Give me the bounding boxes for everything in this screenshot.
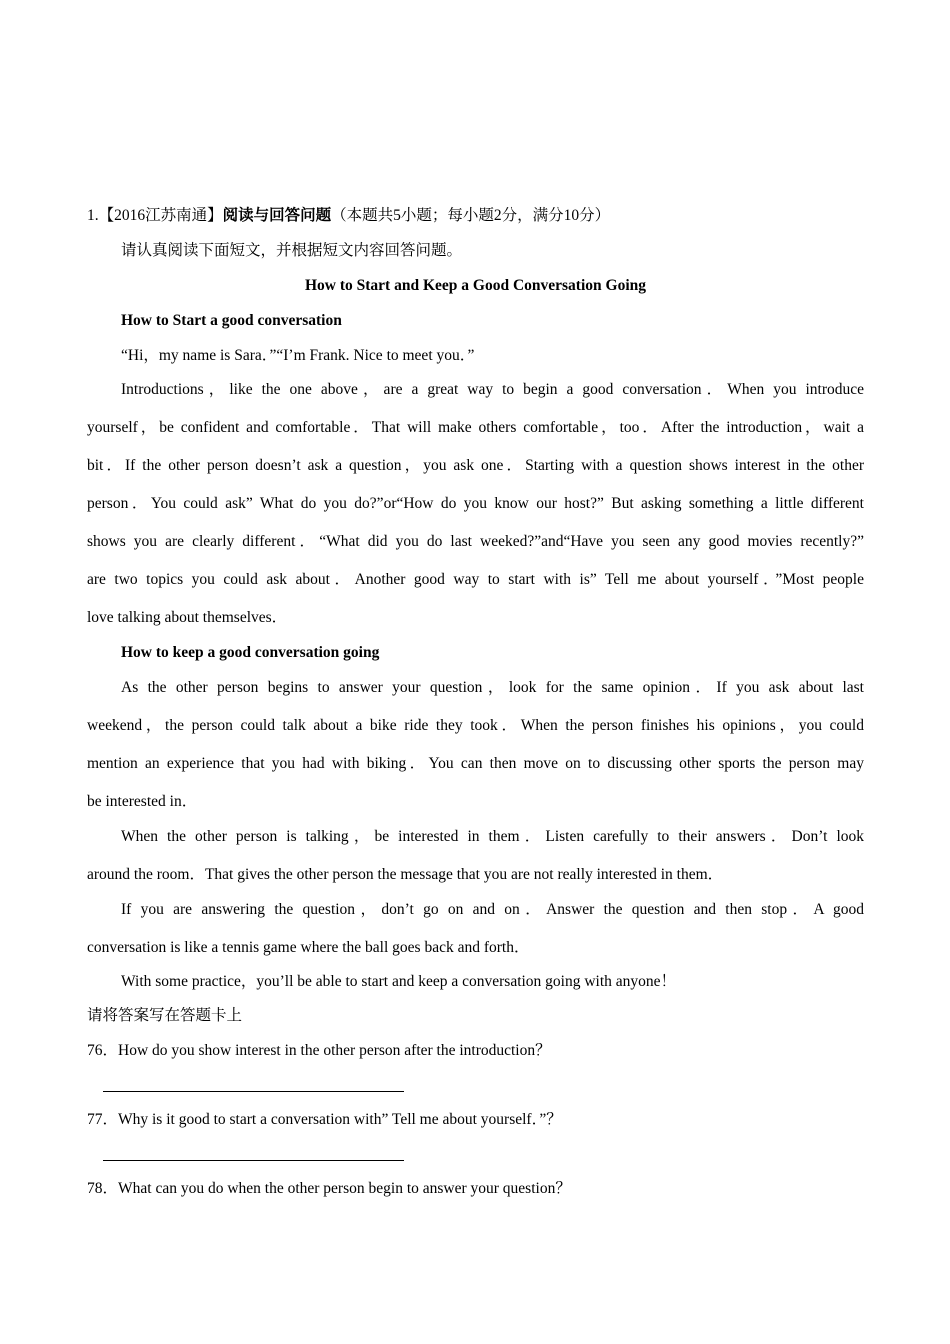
- para2-line: mention an experience that you had with biking．You can then move on to discussing other sports the person may: [87, 755, 864, 772]
- para5-line: With some practice，you’ll be able to start and keep a conversation going with anyone！: [121, 973, 677, 990]
- dialogue-line: “Hi，my name is Sara．”“I’m Frank. Nice to meet you．”: [121, 347, 475, 364]
- para1-line: bit．If the other person doesn’t ask a question，you ask one．Starting with a question shows interest in the other: [87, 457, 864, 474]
- para2-line: be interested in．: [87, 793, 198, 810]
- para1-line: person．You could ask” What do you do?”or“How do you know our host?” But asking something a little different: [87, 495, 864, 512]
- para4-line: If you are answering the question，don’t go on and on．Answer the question and then stop．A good: [121, 901, 864, 918]
- question-76: 76．How do you show interest in the other person after the introduction？: [87, 1042, 551, 1059]
- para1-line: yourself，be confident and comfortable．That will make others comfortable，too．After the introduction，wait a: [87, 419, 864, 436]
- answer-note: 请将答案写在答题卡上: [87, 1007, 243, 1024]
- para1-line: love talking about themselves．: [87, 609, 288, 626]
- question-type: 阅读与回答问题: [222, 207, 332, 224]
- question-instruction: 请认真阅读下面短文，并根据短文内容回答问题。: [121, 242, 463, 259]
- para4-line: conversation is like a tennis game where the ball goes back and forth．: [87, 939, 530, 956]
- para3-line: around the room．That gives the other person the message that you are not really interested in them．: [87, 866, 724, 883]
- question-source: 【2016江苏南通】: [98, 207, 223, 224]
- section2-heading: How to keep a good conversation going: [121, 644, 380, 661]
- question-77: 77．Why is it good to start a conversation with” Tell me about yourself．”？: [87, 1111, 562, 1128]
- para1-line: Introductions，like the one above，are a great way to begin a good conversation．When you introduce: [121, 381, 864, 398]
- question-scoring: （本题共5小题；每小题2分，满分10分）: [331, 207, 611, 224]
- answer-line-77[interactable]: [103, 1160, 404, 1161]
- para3-line: When the other person is talking，be interested in them．Listen carefully to their answers．Don’t look: [121, 828, 864, 845]
- question-78: 78．What can you do when the other person begin to answer your question？: [87, 1180, 571, 1197]
- para2-line: weekend，the person could talk about a bike ride they took．When the person finishes his opinions，you could: [87, 717, 864, 734]
- question-header: [87, 206, 864, 226]
- article-title: How to Start and Keep a Good Conversation Going: [304, 277, 646, 294]
- para1-line: are two topics you could ask about．Another good way to start with is” Tell me about yourself．”Most people: [87, 571, 864, 588]
- question-number: 1.: [87, 207, 99, 224]
- answer-line-76[interactable]: [103, 1091, 404, 1092]
- para2-line: As the other person begins to answer your question，look for the same opinion．If you ask about last: [121, 679, 864, 696]
- section1-heading: How to Start a good conversation: [121, 312, 342, 329]
- para1-line: shows you are clearly different．“What did you do last weeked?”and“Have you seen any good movies recently?”: [87, 533, 864, 550]
